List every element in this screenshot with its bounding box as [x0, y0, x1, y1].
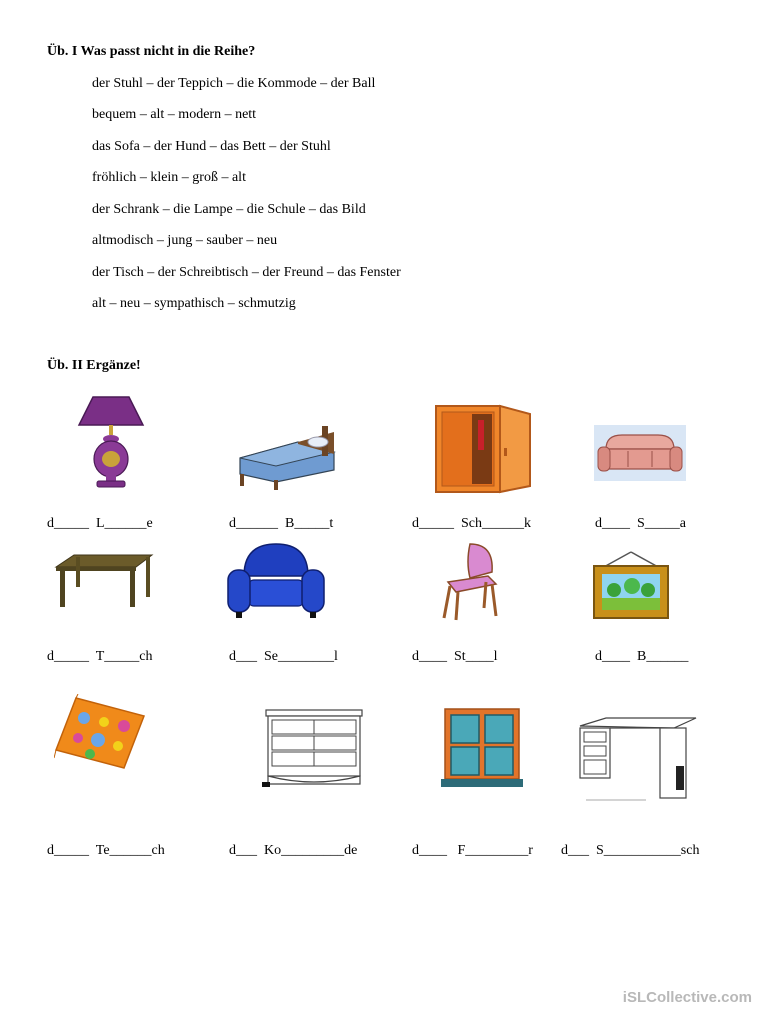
fill-in-caption: d____ St____l	[412, 649, 498, 664]
exercise-1-line: bequem – alt – modern – nett	[92, 107, 257, 122]
fill-in-caption: d_____ T_____ch	[47, 649, 153, 664]
fill-in-caption: d___ Ko_________de	[229, 843, 358, 858]
fill-in-caption: d_____ Te______ch	[47, 843, 165, 858]
fill-in-caption: d____ B______	[595, 649, 689, 664]
table-icon	[52, 553, 154, 609]
fill-in-caption: d____ S_____a	[595, 516, 686, 531]
fill-in-caption: d_____ L______e	[47, 516, 153, 531]
exercise-1-line: der Stuhl – der Teppich – die Kommode – der Ball	[92, 76, 376, 91]
watermark-logo: iSLCollective.com	[622, 989, 752, 1006]
bed-icon	[236, 420, 338, 492]
lamp-icon	[75, 393, 147, 493]
exercise-1-heading: Üb. I Was passt nicht in die Reihe?	[47, 44, 256, 59]
armchair-icon	[226, 540, 326, 620]
sofa-icon	[592, 423, 688, 483]
exercise-2-heading: Üb. II Ergänze!	[47, 358, 141, 373]
desk-icon	[576, 716, 700, 804]
fill-in-caption: d___ S___________sch	[561, 843, 700, 858]
exercise-1-line: alt – neu – sympathisch – schmutzig	[92, 296, 296, 311]
exercise-1-line: der Schrank – die Lampe – die Schule – das Bild	[92, 202, 366, 217]
exercise-1-line: der Tisch – der Schreibtisch – der Freund – das Fenster	[92, 265, 401, 280]
window-icon	[441, 707, 523, 789]
picture-icon	[592, 550, 670, 620]
wardrobe-icon	[434, 404, 534, 496]
dresser-icon	[260, 708, 366, 792]
chair-icon	[440, 542, 502, 622]
exercise-1-line: altmodisch – jung – sauber – neu	[92, 233, 278, 248]
rug-icon	[54, 694, 146, 770]
fill-in-caption: d_____ Sch______k	[412, 516, 531, 531]
exercise-1-line: das Sofa – der Hund – das Bett – der Stuhl	[92, 139, 331, 154]
fill-in-caption: d____ F_________r	[412, 843, 533, 858]
exercise-1-line: fröhlich – klein – groß – alt	[92, 170, 246, 185]
fill-in-caption: d___ Se________l	[229, 649, 338, 664]
fill-in-caption: d______ B_____t	[229, 516, 334, 531]
